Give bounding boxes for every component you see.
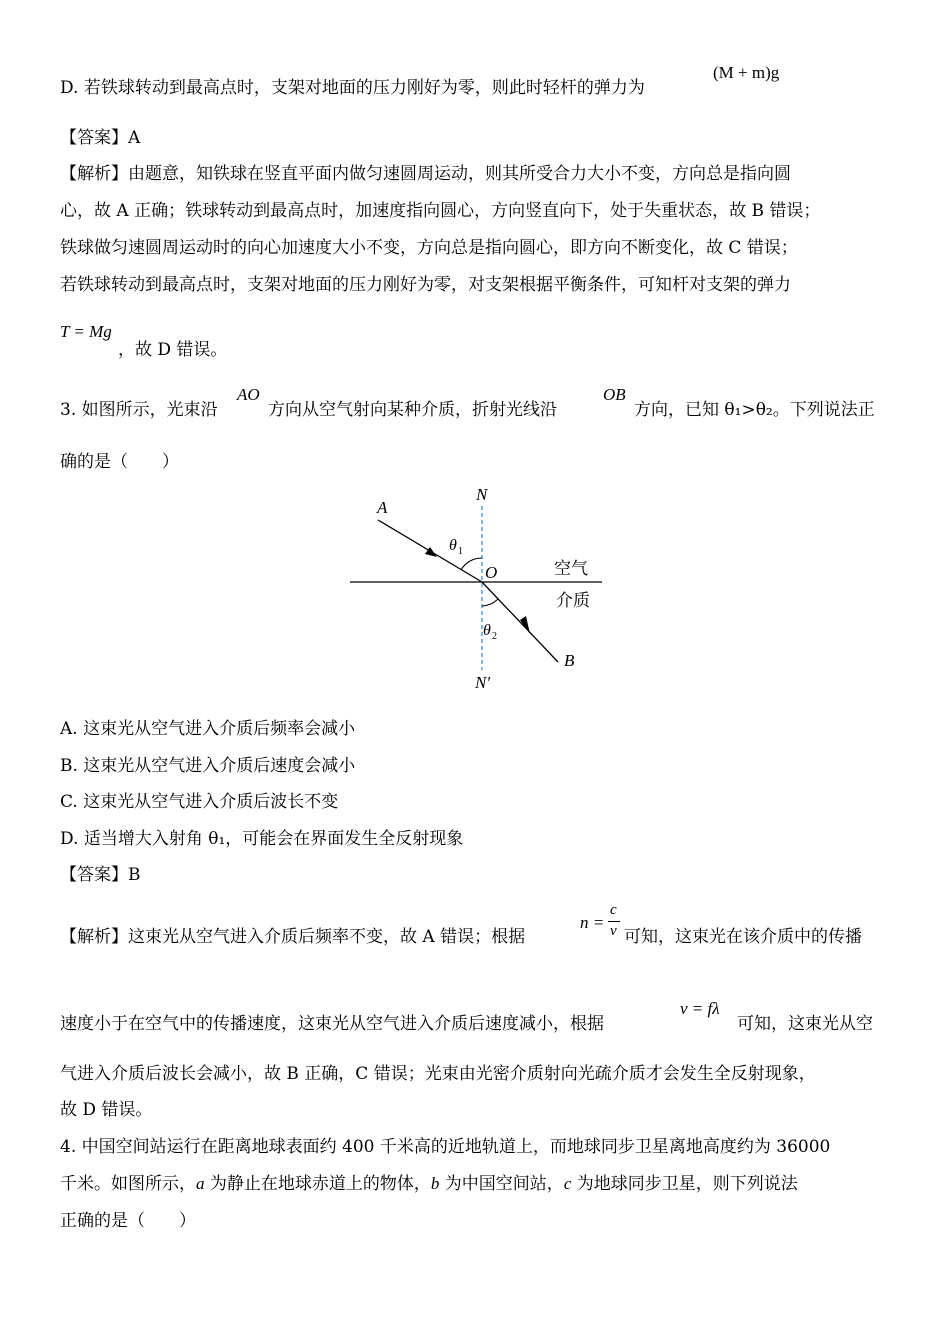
q3-stem-ao: AO	[237, 385, 260, 404]
q3-formula-fraction-bar	[608, 921, 620, 922]
label-n-prime: N′	[475, 673, 491, 692]
q2-option-d: D. 若铁球转动到最高点时，支架对地面的压力刚好为零，则此时轻杆的弹力为	[60, 78, 645, 98]
q3-refraction-figure	[340, 478, 620, 698]
q3-option-d: D. 适当增大入射角 θ₁，可能会在界面发生全反射现象	[60, 829, 464, 849]
q3-option-a: A. 这束光从空气进入介质后频率会减小	[60, 719, 356, 739]
q2-option-d-formula: (M + m)g	[713, 63, 780, 82]
theta2-arc	[482, 599, 498, 606]
q3-formula-c: c	[610, 902, 617, 918]
q3-stem-part-2: 方向从空气射向某种介质，折射光线沿	[268, 400, 557, 420]
label-n: N	[476, 485, 488, 504]
refracted-arrow	[520, 616, 530, 634]
q2-analysis-line-3: 铁球做匀速圆周运动时的向心加速度大小不变，方向总是指向圆心，即方向不断变化，故 C 错误；	[60, 238, 798, 258]
q4-stem-line-3: 正确的是（ ）	[60, 1211, 196, 1231]
q2-analysis-line-4: 若铁球转动到最高点时，支架对地面的压力刚好为零，对支架根据平衡条件，可知杆对支架的弹力	[60, 275, 791, 295]
q3-formula-v: v	[610, 923, 617, 939]
q2-analysis-line-5: ，故 D 错误。	[118, 340, 228, 360]
q4-text-1: 千米。如图所示，	[60, 1174, 196, 1194]
label-b: B	[564, 651, 575, 670]
q3-formula-n: n =	[580, 913, 605, 932]
label-theta2: θ	[483, 622, 491, 639]
q4-text-4: 为地球同步卫星，则下列说法	[571, 1174, 798, 1194]
theta1-arc	[461, 558, 482, 570]
q3-analysis-line-4: 故 D 错误。	[60, 1100, 153, 1120]
q3-stem-part-1: 3. 如图所示，光束沿	[60, 400, 218, 420]
q3-analysis-line-2b: 可知，这束光从空	[737, 1014, 873, 1034]
q3-analysis-line-1b: 可知，这束光在该介质中的传播	[624, 927, 862, 947]
q3-analysis-line-2a: 速度小于在空气中的传播速度，这束光从空气进入介质后速度减小，根据	[60, 1014, 604, 1034]
q3-stem-ob: OB	[603, 385, 626, 404]
label-theta2-sub: 2	[492, 631, 497, 642]
q2-analysis-line-2: 心，故 A 正确；铁球转动到最高点时，加速度指向圆心，方向竖直向下，处于失重状态，故 B 错误；	[60, 201, 821, 221]
label-air: 空气	[554, 559, 588, 578]
refracted-ray	[482, 582, 558, 662]
label-a: A	[377, 498, 388, 517]
q4-stem-line-1: 4. 中国空间站运行在距离地球表面约 400 千米高的近地轨道上，而地球同步卫星离地高度约为 36000	[60, 1137, 831, 1157]
q3-answer: 【答案】B	[60, 865, 141, 885]
label-o: O	[485, 563, 498, 582]
q3-formula-vfl: v = fλ	[680, 999, 720, 1018]
q4-text-2: 为静止在地球赤道上的物体，	[204, 1174, 431, 1194]
q3-option-b: B. 这束光从空气进入介质后速度会减小	[60, 756, 356, 776]
label-medium: 介质	[556, 591, 590, 610]
q4-var-c: c	[563, 1174, 572, 1193]
q4-text-3: 为中国空间站，	[439, 1174, 564, 1194]
q3-stem-line-2: 确的是（ ）	[60, 452, 179, 472]
label-theta1-sub: 1	[458, 546, 463, 557]
label-theta1: θ	[449, 537, 457, 554]
q2-formula-t: T = Mg	[60, 322, 112, 341]
q3-option-c: C. 这束光从空气进入介质后波长不变	[60, 792, 339, 812]
q3-analysis-line-3: 气进入介质后波长会减小，故 B 正确，C 错误；光束由光密介质射向光疏介质才会发生全反射现象，	[60, 1064, 816, 1084]
q3-analysis-line-1a: 【解析】这束光从空气进入介质后频率不变，故 A 错误；根据	[60, 927, 526, 947]
q2-answer: 【答案】A	[60, 128, 141, 148]
q4-stem-line-2	[60, 1173, 798, 1195]
q3-stem-part-3: 方向，已知 θ₁>θ₂。下列说法正	[634, 400, 875, 420]
q2-analysis-line-1: 【解析】由题意，知铁球在竖直平面内做匀速圆周运动，则其所受合力大小不变，方向总是指向圆	[60, 164, 791, 184]
q4-var-a: a	[196, 1174, 205, 1193]
q4-var-b: b	[430, 1174, 440, 1193]
